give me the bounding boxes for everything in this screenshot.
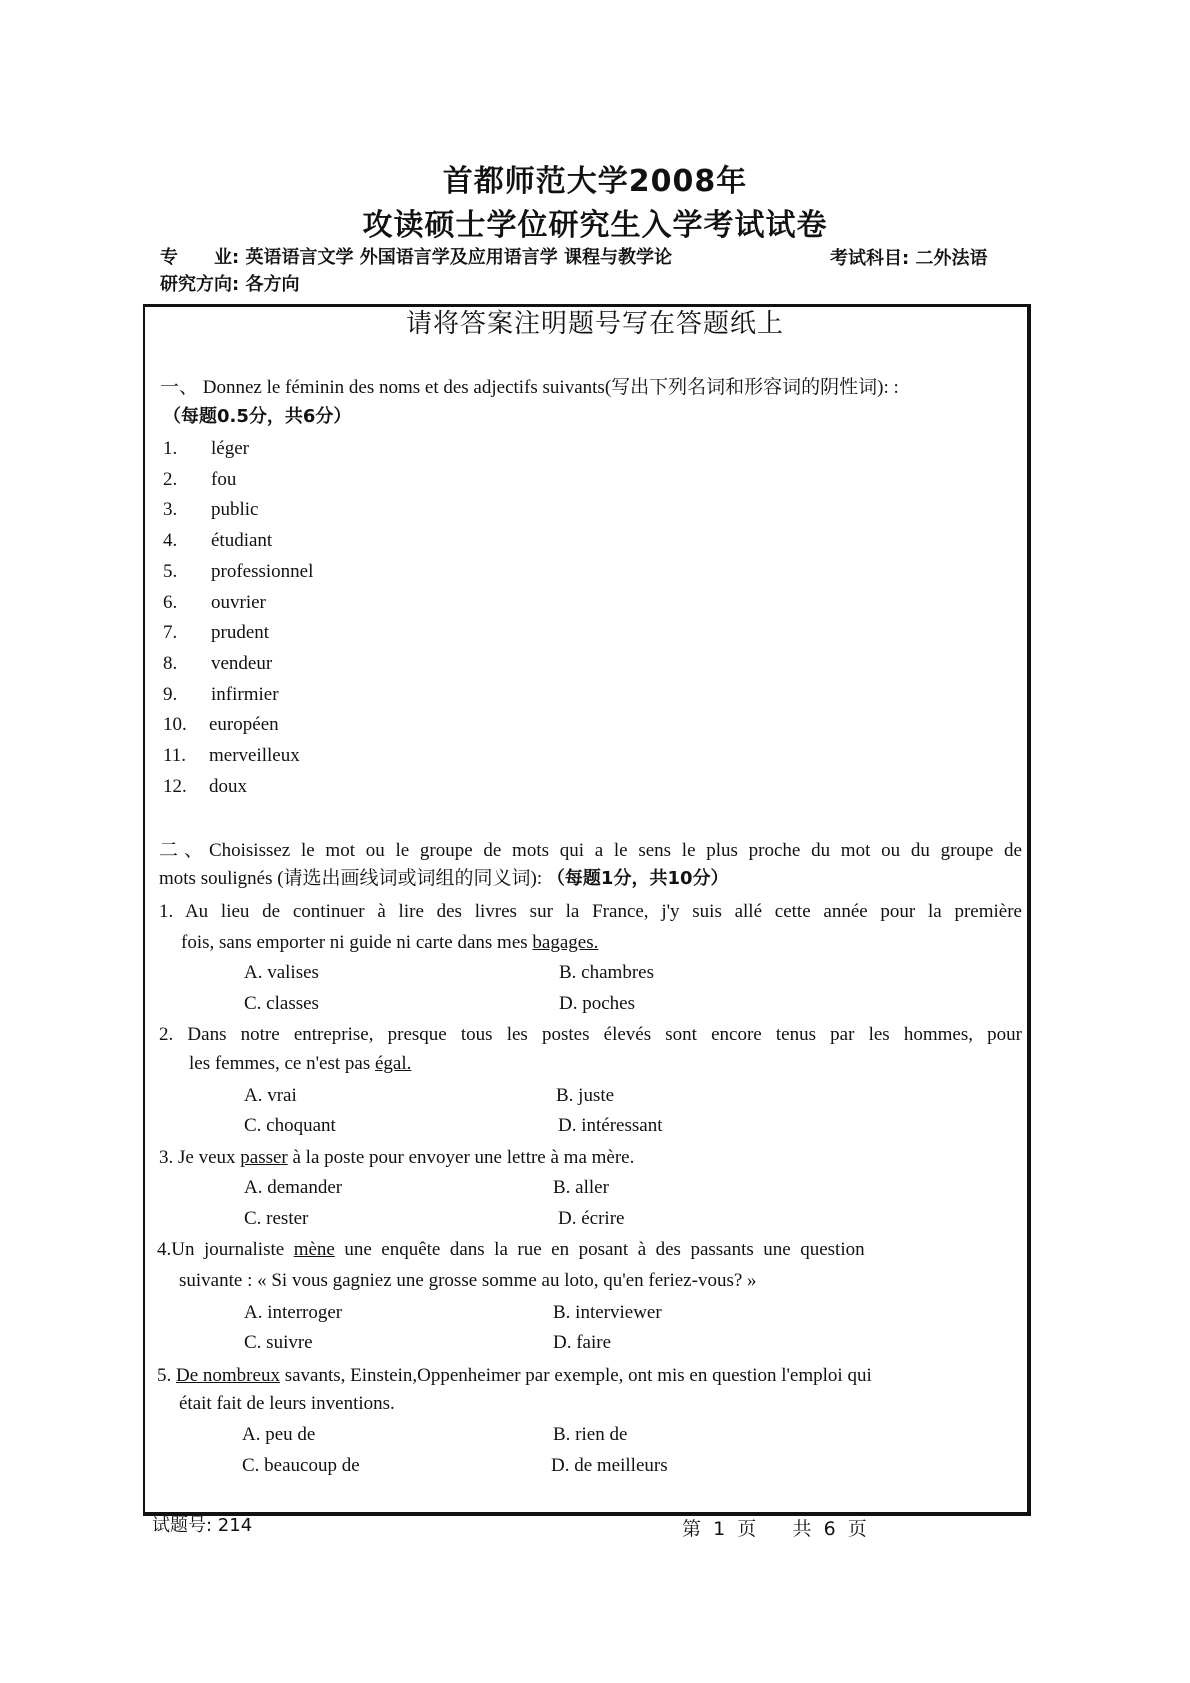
q5-underlined: De nombreux bbox=[176, 1365, 280, 1386]
subject-value: 二外法语 bbox=[915, 248, 988, 269]
list-item-word: étudiant bbox=[211, 530, 273, 552]
list-item-number: 8. bbox=[163, 652, 178, 674]
list-item-word: européen bbox=[209, 714, 279, 736]
list-item-number: 4. bbox=[163, 530, 178, 552]
q2-option-b: B. juste bbox=[556, 1085, 615, 1106]
q2-option-c: C. choquant bbox=[244, 1115, 336, 1136]
list-item-number: 3. bbox=[163, 499, 178, 521]
q3-option-c: C. rester bbox=[244, 1208, 309, 1229]
q5-text-after: savants, Einstein,Oppenheimer par exemple, ont mis en question l'emploi qui bbox=[279, 1365, 872, 1386]
q4-option-a: A. interroger bbox=[244, 1302, 343, 1323]
list-item-number: 6. bbox=[163, 591, 178, 613]
q2-option-d: D. intéressant bbox=[558, 1115, 663, 1136]
q1-line2 bbox=[181, 931, 598, 955]
q4-option-c: C. suivre bbox=[244, 1332, 313, 1353]
q3-option-b: B. aller bbox=[553, 1177, 609, 1198]
subject-label: 考试科目: bbox=[830, 248, 910, 269]
q4-option-d: D. faire bbox=[553, 1332, 612, 1353]
list-item-number: 9. bbox=[163, 683, 178, 705]
q5-line2: était fait de leurs inventions. bbox=[179, 1393, 395, 1414]
q5-option-a: A. peu de bbox=[242, 1424, 316, 1445]
list-item-number: 2. bbox=[163, 468, 178, 490]
list-item-word: prudent bbox=[211, 622, 270, 644]
q1-line1: 1. Au lieu de continuer à lire des livres sur la France, j'y suis allé cette année pour la première bbox=[159, 901, 1022, 922]
exam-title-line1: 首都师范大学2008年 bbox=[442, 164, 748, 199]
section1-points: （每题0.5分，共6分） bbox=[163, 406, 352, 427]
list-item-number: 7. bbox=[163, 622, 178, 644]
q5-option-c: C. beaucoup de bbox=[242, 1455, 360, 1476]
q1-underlined: bagages. bbox=[532, 932, 599, 953]
list-item-word: professionnel bbox=[211, 560, 314, 582]
exam-number: 试题号: 214 bbox=[152, 1515, 253, 1536]
list-item-word: doux bbox=[209, 775, 247, 797]
q1-option-a: A. valises bbox=[244, 962, 319, 983]
list-item-word: ouvrier bbox=[211, 591, 266, 613]
major-line bbox=[160, 246, 672, 270]
exam-title-line2: 攻读硕士学位研究生入学考试试卷 bbox=[362, 208, 828, 243]
q3-text-after: à la poste pour envoyer une lettre à ma mère. bbox=[287, 1147, 635, 1168]
q2-line2 bbox=[189, 1052, 411, 1076]
q5-option-d: D. de meilleurs bbox=[551, 1455, 668, 1476]
list-item-word: infirmier bbox=[211, 683, 279, 705]
section2-heading-text: mots soulignés (请选出画线词或词组的同义词): bbox=[159, 868, 547, 889]
q3-text-before: 3. Je veux bbox=[159, 1147, 241, 1168]
q4-line2: suivante : « Si vous gagniez une grosse somme au loto, qu'en feriez-vous? » bbox=[179, 1270, 757, 1291]
q2-option-a: A. vrai bbox=[244, 1085, 297, 1106]
answer-sheet-notice: 请将答案注明题号写在答题纸上 bbox=[405, 309, 784, 339]
q1-option-d: D. poches bbox=[559, 993, 635, 1014]
list-item-number: 5. bbox=[163, 560, 178, 582]
q4-line1 bbox=[157, 1238, 1022, 1262]
list-item-word: léger bbox=[211, 438, 249, 459]
q4-underlined: mène bbox=[293, 1239, 335, 1260]
major-value: 英语语言文学 外国语言学及应用语言学 课程与教学论 bbox=[245, 247, 673, 268]
q3-line1 bbox=[159, 1146, 634, 1170]
subject-line bbox=[830, 247, 987, 271]
direction-line bbox=[160, 273, 299, 297]
major-label: 专 业: bbox=[160, 247, 240, 268]
q2-underlined: égal. bbox=[374, 1053, 412, 1074]
direction-label: 研究方向: bbox=[160, 274, 240, 295]
q2-text: les femmes, ce n'est pas bbox=[189, 1053, 375, 1074]
q5-text-before: 5. bbox=[157, 1365, 176, 1386]
q3-underlined: passer bbox=[240, 1147, 288, 1168]
direction-value: 各方向 bbox=[245, 274, 300, 295]
q2-line1: 2. Dans notre entreprise, presque tous les postes élevés sont encore tenus par les hommes, pour bbox=[159, 1024, 1022, 1045]
q3-option-a: A. demander bbox=[244, 1177, 343, 1198]
q4-text-before: 4.Un journaliste bbox=[157, 1239, 294, 1260]
section2-heading-line2 bbox=[159, 867, 729, 891]
section2-points: （每题1分，共10分） bbox=[546, 868, 729, 889]
q4-option-b: B. interviewer bbox=[553, 1302, 662, 1323]
list-item-number: 11. bbox=[163, 745, 187, 766]
list-item-word: vendeur bbox=[211, 652, 273, 674]
q4-text-after: une enquête dans la rue en posant à des passants une question bbox=[334, 1239, 865, 1260]
q1-option-c: C. classes bbox=[244, 993, 319, 1014]
list-item-number: 10. bbox=[163, 714, 187, 736]
q5-option-b: B. rien de bbox=[553, 1424, 628, 1445]
list-item-number: 1. bbox=[163, 438, 178, 459]
list-item-number: 12. bbox=[163, 775, 187, 797]
section1-heading: 一、 Donnez le féminin des noms et des adjectifs suivants(写出下列名词和形容词的阴性词): : bbox=[160, 377, 899, 398]
list-item-word: fou bbox=[211, 468, 237, 490]
q3-option-d: D. écrire bbox=[558, 1208, 625, 1229]
list-item-word: merveilleux bbox=[209, 745, 300, 766]
q1-text: fois, sans emporter ni guide ni carte dans mes bbox=[181, 932, 533, 953]
section2-heading-line1: 二、Choisissez le mot ou le groupe de mots qui a le sens le plus proche du mot ou du groupe de bbox=[159, 840, 1022, 861]
q5-line1 bbox=[157, 1364, 872, 1388]
q1-option-b: B. chambres bbox=[559, 962, 654, 983]
list-item-word: public bbox=[211, 499, 259, 521]
page-indicator: 第 1 页 共 6 页 bbox=[682, 1518, 867, 1540]
